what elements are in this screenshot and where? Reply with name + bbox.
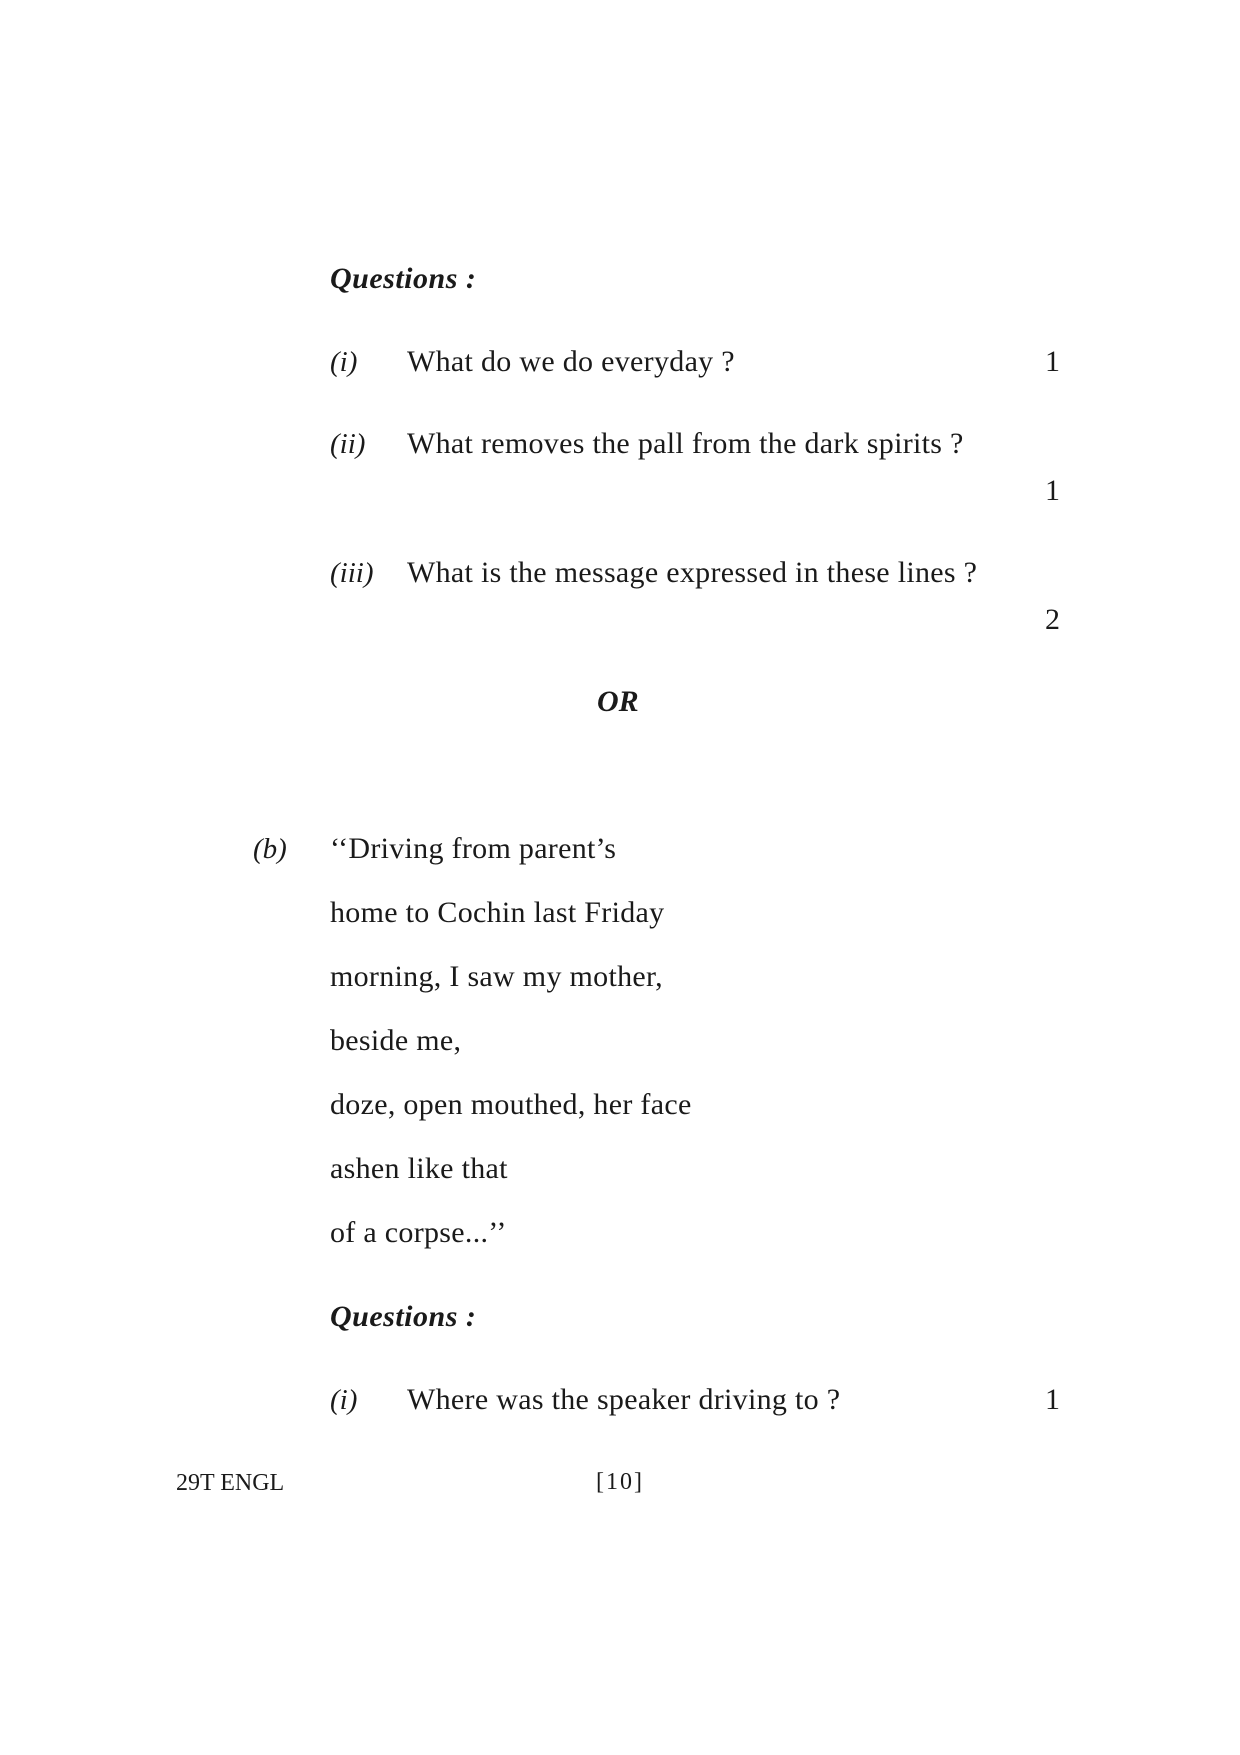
question-text: What removes the pall from the dark spirits ? xyxy=(407,427,964,460)
question-text: What is the message expressed in these lines ? xyxy=(407,556,978,589)
question-number: (ii) xyxy=(330,428,366,460)
question-text: What do we do everyday ? xyxy=(407,345,735,378)
poem-line: doze, open mouthed, her face xyxy=(330,1088,692,1121)
question-number: (iii) xyxy=(330,557,374,589)
question-number: (i) xyxy=(330,1384,358,1416)
poem-line: home to Cochin last Friday xyxy=(330,896,665,929)
part-b-label: (b) xyxy=(253,833,287,865)
poem-line: of a corpse...’’ xyxy=(330,1216,507,1249)
poem-line: beside me, xyxy=(330,1024,462,1057)
question-marks: 1 xyxy=(1045,474,1060,507)
poem-line: ‘‘Driving from parent’s xyxy=(330,832,617,865)
or-separator: OR xyxy=(597,685,639,718)
poem-line: morning, I saw my mother, xyxy=(330,960,663,993)
questions-heading-b: Questions : xyxy=(330,1300,477,1333)
question-marks: 1 xyxy=(1045,345,1060,378)
question-number: (i) xyxy=(330,346,358,378)
paper-code: 29T ENGL xyxy=(176,1470,285,1496)
page-number: [10] xyxy=(596,1469,644,1495)
poem-line: ashen like that xyxy=(330,1152,508,1185)
questions-heading-a: Questions : xyxy=(330,262,477,295)
question-marks: 1 xyxy=(1045,1383,1060,1416)
question-marks: 2 xyxy=(1045,603,1060,636)
question-text: Where was the speaker driving to ? xyxy=(407,1383,841,1416)
